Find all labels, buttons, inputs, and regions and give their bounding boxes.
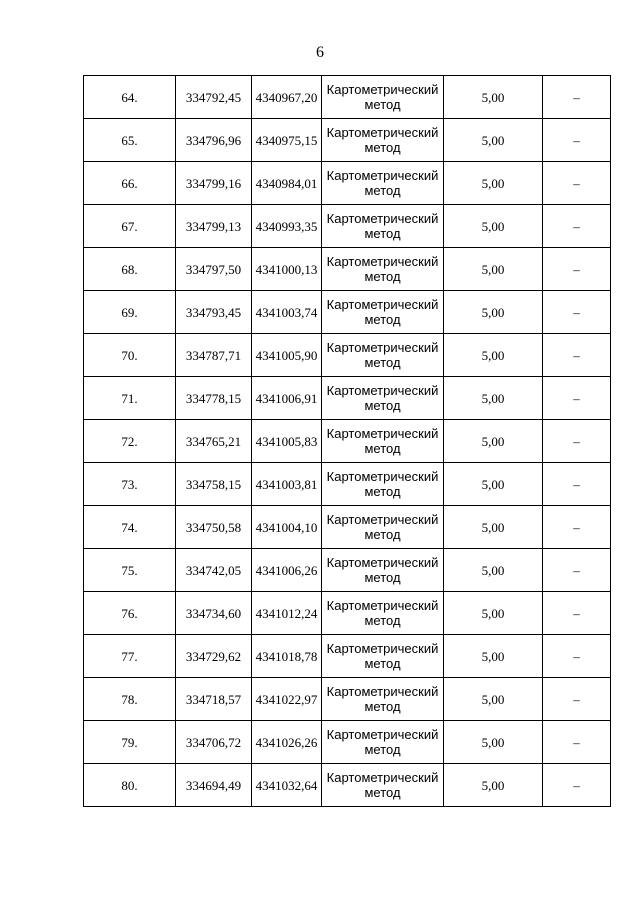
x-coordinate-cell: 334793,45: [176, 291, 252, 334]
note-cell: –: [543, 377, 611, 420]
table-row: [84, 463, 611, 506]
note-cell: –: [543, 463, 611, 506]
method-line-1: Картометрический: [326, 641, 439, 656]
method-cell: [322, 162, 444, 205]
point-number-cell: 73.: [84, 463, 176, 506]
note-cell: –: [543, 205, 611, 248]
point-number-cell: 65.: [84, 119, 176, 162]
point-number-cell: 70.: [84, 334, 176, 377]
method-cell: [322, 205, 444, 248]
note-cell: –: [543, 76, 611, 119]
accuracy-cell: 5,00: [444, 420, 543, 463]
note-cell: –: [543, 506, 611, 549]
method-line-1: Картометрический: [326, 598, 439, 613]
y-coordinate-cell: 4341018,78: [252, 635, 322, 678]
method-cell: [322, 549, 444, 592]
method-line-1: Картометрический: [326, 512, 439, 527]
y-coordinate-cell: 4340975,15: [252, 119, 322, 162]
accuracy-cell: 5,00: [444, 248, 543, 291]
note-cell: –: [543, 162, 611, 205]
accuracy-cell: 5,00: [444, 162, 543, 205]
y-coordinate-cell: 4341005,90: [252, 334, 322, 377]
method-line-1: Картометрический: [326, 383, 439, 398]
point-number-cell: 76.: [84, 592, 176, 635]
method-line-2: метод: [364, 312, 401, 327]
y-coordinate-cell: 4340984,01: [252, 162, 322, 205]
x-coordinate-cell: 334787,71: [176, 334, 252, 377]
accuracy-cell: 5,00: [444, 721, 543, 764]
point-number-cell: 79.: [84, 721, 176, 764]
note-cell: –: [543, 248, 611, 291]
point-number-cell: 71.: [84, 377, 176, 420]
x-coordinate-cell: 334792,45: [176, 76, 252, 119]
table-row: [84, 592, 611, 635]
method-line-2: метод: [364, 441, 401, 456]
y-coordinate-cell: 4340967,20: [252, 76, 322, 119]
method-line-1: Картометрический: [326, 469, 439, 484]
accuracy-cell: 5,00: [444, 463, 543, 506]
method-line-1: Картометрический: [326, 684, 439, 699]
method-cell: [322, 291, 444, 334]
accuracy-cell: 5,00: [444, 76, 543, 119]
method-line-2: метод: [364, 613, 401, 628]
x-coordinate-cell: 334706,72: [176, 721, 252, 764]
method-line-1: Картометрический: [326, 770, 439, 785]
table-row: [84, 377, 611, 420]
method-line-2: метод: [364, 656, 401, 671]
method-line-1: Картометрический: [326, 211, 439, 226]
method-line-1: Картометрический: [326, 297, 439, 312]
y-coordinate-cell: 4341006,26: [252, 549, 322, 592]
coordinates-table: [83, 75, 611, 807]
accuracy-cell: 5,00: [444, 291, 543, 334]
table-row: [84, 721, 611, 764]
note-cell: –: [543, 420, 611, 463]
table-row: [84, 334, 611, 377]
table-row: [84, 506, 611, 549]
method-line-2: метод: [364, 570, 401, 585]
note-cell: –: [543, 764, 611, 807]
x-coordinate-cell: 334750,58: [176, 506, 252, 549]
accuracy-cell: 5,00: [444, 377, 543, 420]
y-coordinate-cell: 4341003,74: [252, 291, 322, 334]
x-coordinate-cell: 334729,62: [176, 635, 252, 678]
method-line-2: метод: [364, 355, 401, 370]
method-cell: [322, 764, 444, 807]
note-cell: –: [543, 291, 611, 334]
method-line-2: метод: [364, 140, 401, 155]
table-row: [84, 549, 611, 592]
method-line-1: Картометрический: [326, 168, 439, 183]
y-coordinate-cell: 4341032,64: [252, 764, 322, 807]
y-coordinate-cell: 4341003,81: [252, 463, 322, 506]
point-number-cell: 75.: [84, 549, 176, 592]
note-cell: –: [543, 119, 611, 162]
method-line-2: метод: [364, 398, 401, 413]
method-line-2: метод: [364, 527, 401, 542]
method-line-1: Картометрический: [326, 555, 439, 570]
note-cell: –: [543, 549, 611, 592]
method-line-2: метод: [364, 269, 401, 284]
method-cell: [322, 635, 444, 678]
accuracy-cell: 5,00: [444, 635, 543, 678]
point-number-cell: 67.: [84, 205, 176, 248]
y-coordinate-cell: 4341022,97: [252, 678, 322, 721]
method-line-1: Картометрический: [326, 340, 439, 355]
y-coordinate-cell: 4341005,83: [252, 420, 322, 463]
y-coordinate-cell: 4341012,24: [252, 592, 322, 635]
table-body: [84, 76, 611, 807]
x-coordinate-cell: 334796,96: [176, 119, 252, 162]
accuracy-cell: 5,00: [444, 205, 543, 248]
method-cell: [322, 463, 444, 506]
y-coordinate-cell: 4341026,26: [252, 721, 322, 764]
point-number-cell: 72.: [84, 420, 176, 463]
x-coordinate-cell: 334734,60: [176, 592, 252, 635]
x-coordinate-cell: 334694,49: [176, 764, 252, 807]
y-coordinate-cell: 4340993,35: [252, 205, 322, 248]
accuracy-cell: 5,00: [444, 549, 543, 592]
table-row: [84, 635, 611, 678]
note-cell: –: [543, 678, 611, 721]
note-cell: –: [543, 592, 611, 635]
x-coordinate-cell: 334718,57: [176, 678, 252, 721]
table-row: [84, 76, 611, 119]
accuracy-cell: 5,00: [444, 764, 543, 807]
method-cell: [322, 420, 444, 463]
table-row: [84, 764, 611, 807]
x-coordinate-cell: 334778,15: [176, 377, 252, 420]
method-cell: [322, 678, 444, 721]
note-cell: –: [543, 721, 611, 764]
accuracy-cell: 5,00: [444, 506, 543, 549]
method-line-1: Картометрический: [326, 82, 439, 97]
method-line-1: Картометрический: [326, 125, 439, 140]
x-coordinate-cell: 334742,05: [176, 549, 252, 592]
method-line-1: Картометрический: [326, 727, 439, 742]
method-line-1: Картометрический: [326, 426, 439, 441]
point-number-cell: 78.: [84, 678, 176, 721]
method-cell: [322, 248, 444, 291]
accuracy-cell: 5,00: [444, 334, 543, 377]
accuracy-cell: 5,00: [444, 592, 543, 635]
table-row: [84, 678, 611, 721]
table-row: [84, 162, 611, 205]
method-line-1: Картометрический: [326, 254, 439, 269]
point-number-cell: 66.: [84, 162, 176, 205]
accuracy-cell: 5,00: [444, 678, 543, 721]
x-coordinate-cell: 334758,15: [176, 463, 252, 506]
point-number-cell: 69.: [84, 291, 176, 334]
point-number-cell: 68.: [84, 248, 176, 291]
note-cell: –: [543, 334, 611, 377]
method-cell: [322, 721, 444, 764]
point-number-cell: 77.: [84, 635, 176, 678]
method-cell: [322, 592, 444, 635]
table-row: [84, 420, 611, 463]
table-row: [84, 291, 611, 334]
note-cell: –: [543, 635, 611, 678]
x-coordinate-cell: 334799,16: [176, 162, 252, 205]
method-cell: [322, 506, 444, 549]
table-row: [84, 119, 611, 162]
point-number-cell: 74.: [84, 506, 176, 549]
y-coordinate-cell: 4341004,10: [252, 506, 322, 549]
page-number: 6: [316, 44, 324, 61]
method-cell: [322, 76, 444, 119]
x-coordinate-cell: 334799,13: [176, 205, 252, 248]
x-coordinate-cell: 334765,21: [176, 420, 252, 463]
y-coordinate-cell: 4341000,13: [252, 248, 322, 291]
accuracy-cell: 5,00: [444, 119, 543, 162]
point-number-cell: 64.: [84, 76, 176, 119]
method-line-2: метод: [364, 785, 401, 800]
method-line-2: метод: [364, 97, 401, 112]
method-line-2: метод: [364, 699, 401, 714]
method-line-2: метод: [364, 226, 401, 241]
method-line-2: метод: [364, 183, 401, 198]
y-coordinate-cell: 4341006,91: [252, 377, 322, 420]
method-cell: [322, 377, 444, 420]
method-line-2: метод: [364, 742, 401, 757]
method-cell: [322, 334, 444, 377]
x-coordinate-cell: 334797,50: [176, 248, 252, 291]
method-line-2: метод: [364, 484, 401, 499]
table-row: [84, 248, 611, 291]
table-row: [84, 205, 611, 248]
point-number-cell: 80.: [84, 764, 176, 807]
method-cell: [322, 119, 444, 162]
